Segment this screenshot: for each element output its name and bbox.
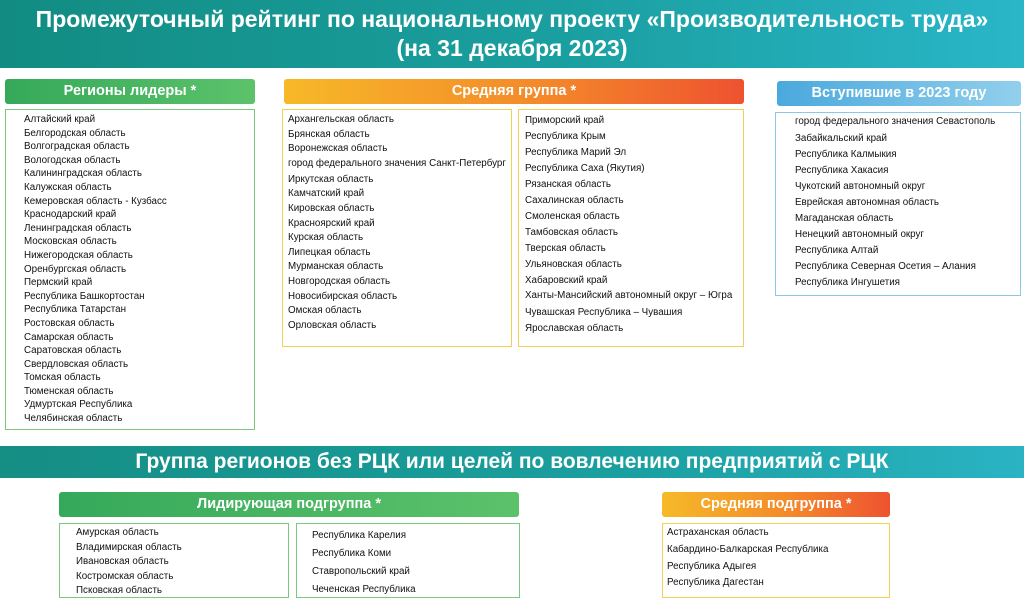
region-item: Костромская область bbox=[76, 570, 174, 582]
region-item: Республика Хакасия bbox=[795, 165, 889, 176]
region-item: Архангельская область bbox=[288, 114, 394, 125]
region-item: Республика Ингушетия bbox=[795, 277, 900, 288]
title-banner bbox=[0, 0, 1024, 68]
leading-right-box bbox=[296, 523, 520, 598]
region-item: Рязанская область bbox=[525, 179, 612, 190]
region-item: Владимирская область bbox=[76, 541, 182, 553]
region-item: Ставропольский край bbox=[312, 566, 410, 577]
leaders-list bbox=[24, 113, 254, 426]
region-item: Алтайский край bbox=[24, 114, 96, 125]
title-line-1: Промежуточный рейтинг по национальному проекту «Производительность труда» bbox=[35, 6, 989, 32]
joined-box bbox=[775, 112, 1021, 296]
region-item: Курская область bbox=[288, 232, 364, 244]
leaders-box bbox=[5, 109, 255, 430]
middle-group-header: Средняя группа * bbox=[284, 79, 744, 104]
region-item: Московская область bbox=[24, 236, 117, 248]
region-item: Республика Башкортостан bbox=[24, 290, 145, 302]
region-item: Республика Крым bbox=[525, 131, 606, 142]
leading-left-box bbox=[59, 523, 289, 598]
region-item: Ивановская область bbox=[76, 556, 169, 567]
region-item: Вологодская область bbox=[24, 154, 121, 166]
region-item: Челябинская область bbox=[24, 413, 123, 425]
region-item: Ростовская область bbox=[24, 317, 115, 329]
region-item: Приморский край bbox=[525, 115, 605, 126]
region-item: Псковская область bbox=[76, 585, 163, 596]
leaders-header: Регионы лидеры * bbox=[5, 79, 255, 104]
leading-right-list bbox=[312, 527, 515, 599]
region-item: Камчатский край bbox=[288, 188, 365, 200]
region-item: Тамбовская область bbox=[525, 227, 618, 238]
region-item: Астраханская область bbox=[667, 527, 769, 538]
region-item: Иркутская область bbox=[288, 173, 374, 185]
region-item: Томская область bbox=[24, 372, 101, 384]
joined-header: Вступившие в 2023 году bbox=[777, 81, 1021, 106]
region-item: Саратовская область bbox=[24, 345, 122, 357]
region-item: Тюменская область bbox=[24, 385, 114, 397]
region-item: Новгородская область bbox=[288, 275, 391, 287]
region-item: Республика Алтай bbox=[795, 245, 879, 256]
region-item: Забайкальский край bbox=[795, 133, 887, 144]
region-item: Самарская область bbox=[24, 331, 114, 343]
region-item: Удмуртская Республика bbox=[24, 399, 133, 411]
region-item: Республика Саха (Якутия) bbox=[525, 163, 645, 174]
region-item: Омская область bbox=[288, 305, 362, 317]
region-item: Республика Калмыкия bbox=[795, 149, 897, 160]
middle-subgroup-box bbox=[662, 523, 890, 598]
region-item: Ханты-Мансийский автономный округ – Югра bbox=[525, 290, 733, 301]
leading-subgroup-header: Лидирующая подгруппа * bbox=[59, 492, 519, 517]
region-item: Республика Карелия bbox=[312, 530, 407, 541]
region-item: Ярославская область bbox=[525, 323, 624, 334]
region-item: Брянская область bbox=[288, 128, 370, 140]
region-item: Краснодарский край bbox=[24, 209, 117, 221]
middle-left-box bbox=[282, 109, 512, 347]
region-item: Чувашская Республика – Чувашия bbox=[525, 307, 683, 318]
leading-left-list bbox=[76, 526, 284, 599]
region-item: Ленинградская область bbox=[24, 222, 132, 234]
region-item: Мурманская область bbox=[288, 261, 384, 273]
region-item: Чеченская Республика bbox=[312, 584, 416, 595]
region-item: Орловская область bbox=[288, 319, 377, 331]
region-item: Республика Северная Осетия – Алания bbox=[795, 261, 976, 272]
region-item: Волгоградская область bbox=[24, 141, 130, 153]
region-item: Свердловская область bbox=[24, 358, 129, 370]
region-item: Республика Дагестан bbox=[667, 577, 764, 589]
region-item: Кемеровская область - Кузбасс bbox=[24, 195, 167, 207]
region-item: Республика Татарстан bbox=[24, 304, 126, 316]
region-item: Белгородская область bbox=[24, 127, 126, 139]
region-item: Ненецкий автономный округ bbox=[795, 229, 924, 240]
middle-right-box bbox=[518, 109, 744, 347]
region-item: Липецкая область bbox=[288, 246, 371, 258]
region-item: Республика Коми bbox=[312, 548, 392, 559]
middle-subgroup-list bbox=[667, 525, 885, 592]
region-item: Смоленская область bbox=[525, 211, 620, 222]
region-item: Кабардино-Балкарская Республика bbox=[667, 543, 829, 555]
region-item: город федерального значения Севастополь bbox=[795, 116, 996, 127]
region-item: Калининградская область bbox=[24, 168, 142, 180]
region-item: Чукотский автономный округ bbox=[795, 181, 926, 192]
region-item: Калужская область bbox=[24, 181, 112, 193]
region-item: Амурская область bbox=[76, 527, 159, 538]
region-item: Воронежская область bbox=[288, 143, 388, 155]
region-item: Республика Марий Эл bbox=[525, 147, 627, 158]
region-item: Республика Адыгея bbox=[667, 560, 757, 572]
region-item: Тверская область bbox=[525, 243, 606, 254]
region-item: Нижегородская область bbox=[24, 249, 133, 261]
region-item: Магаданская область bbox=[795, 213, 894, 224]
middle-right-list bbox=[525, 113, 739, 337]
region-item: Хабаровский край bbox=[525, 275, 608, 286]
region-item: город федерального значения Санкт-Петербург bbox=[288, 157, 506, 169]
middle-subgroup-header: Средняя подгруппа * bbox=[662, 492, 890, 517]
region-item: Сахалинская область bbox=[525, 195, 624, 206]
joined-list bbox=[795, 116, 1016, 291]
region-item: Новосибирская область bbox=[288, 290, 398, 302]
region-item: Пермский край bbox=[24, 277, 93, 289]
region-item: Ульяновская область bbox=[525, 259, 622, 270]
region-item: Красноярский край bbox=[288, 217, 375, 229]
region-item: Оренбургская область bbox=[24, 263, 127, 275]
title-line-2: (на 31 декабря 2023) bbox=[396, 35, 628, 61]
no-rck-banner: Группа регионов без РЦК или целей по вовлечению предприятий с РЦК bbox=[0, 446, 1024, 478]
region-item: Еврейская автономная область bbox=[795, 197, 940, 208]
middle-left-list bbox=[288, 113, 507, 333]
region-item: Кировская область bbox=[288, 202, 375, 214]
